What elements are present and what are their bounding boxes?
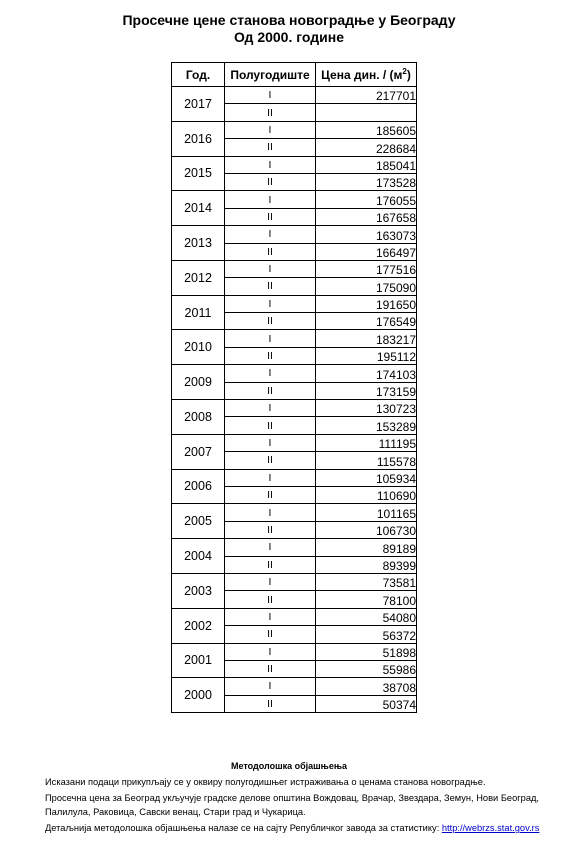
half-year-cell: I <box>225 156 316 173</box>
price-cell: 50374 <box>316 695 417 712</box>
half-year-cell: II <box>225 521 316 538</box>
table-row <box>172 260 417 277</box>
half-year-cell: I <box>225 678 316 695</box>
note-line <box>45 822 539 834</box>
table-row <box>172 678 417 695</box>
price-cell: 89399 <box>316 556 417 573</box>
price-cell: 38708 <box>316 678 417 695</box>
price-cell: 175090 <box>316 278 417 295</box>
half-year-cell: II <box>225 243 316 260</box>
half-year-cell: II <box>225 452 316 469</box>
notes-title: Методолошка објашњења <box>230 761 348 771</box>
year-cell: 2007 <box>172 434 225 469</box>
price-cell: 51898 <box>316 643 417 660</box>
price-cell: 173159 <box>316 382 417 399</box>
price-cell: 89189 <box>316 539 417 556</box>
half-year-cell: II <box>225 660 316 677</box>
table-row <box>172 504 417 521</box>
table-row <box>172 330 417 347</box>
half-year-cell: I <box>225 608 316 625</box>
price-cell: 176549 <box>316 313 417 330</box>
year-cell: 2002 <box>172 608 225 643</box>
year-cell: 2008 <box>172 400 225 435</box>
header-price-close: ) <box>406 67 411 82</box>
price-cell: 55986 <box>316 660 417 677</box>
year-cell: 2006 <box>172 469 225 504</box>
half-year-cell: I <box>225 330 316 347</box>
header-price <box>316 63 417 87</box>
note-line: Палилула, Раковица, Савски венац, Стари град и Чукарица. <box>45 807 306 817</box>
price-cell: 101165 <box>316 504 417 521</box>
header-year: Год. <box>172 63 225 87</box>
half-year-cell: I <box>225 295 316 312</box>
half-year-cell: II <box>225 313 316 330</box>
price-cell: 115578 <box>316 452 417 469</box>
price-cell: 130723 <box>316 400 417 417</box>
price-cell: 174103 <box>316 365 417 382</box>
table-row <box>172 608 417 625</box>
year-cell: 2014 <box>172 191 225 226</box>
header-price-superscript: 2 <box>402 66 407 76</box>
half-year-cell: I <box>225 539 316 556</box>
half-year-cell: I <box>225 260 316 277</box>
half-year-cell: II <box>225 104 316 121</box>
table-row <box>172 87 417 104</box>
price-cell: 153289 <box>316 417 417 434</box>
half-year-cell: II <box>225 695 316 712</box>
price-cell: 195112 <box>316 347 417 364</box>
half-year-cell: I <box>225 573 316 590</box>
note-line: Просечна цена за Београд укључује градске делове општина Вождовац, Врачар, Звездара, Земун, Нови Београд, <box>45 793 540 803</box>
half-year-cell: II <box>225 626 316 643</box>
year-cell: 2012 <box>172 260 225 295</box>
price-cell: 110690 <box>316 486 417 503</box>
table-row <box>172 191 417 208</box>
half-year-cell: I <box>225 191 316 208</box>
page-subtitle: Од 2000. године <box>234 29 344 45</box>
table-row <box>172 156 417 173</box>
price-cell: 185041 <box>316 156 417 173</box>
price-cell: 183217 <box>316 330 417 347</box>
page-title: Просечне цене станова новоградње у Београду <box>122 12 456 28</box>
year-cell: 2015 <box>172 156 225 191</box>
half-year-cell: I <box>225 365 316 382</box>
price-cell: 54080 <box>316 608 417 625</box>
price-cell: 191650 <box>316 295 417 312</box>
half-year-cell: I <box>225 434 316 451</box>
half-year-cell: II <box>225 139 316 156</box>
table-row <box>172 573 417 590</box>
table-row <box>172 226 417 243</box>
year-cell: 2011 <box>172 295 225 330</box>
table-row <box>172 539 417 556</box>
year-cell: 2004 <box>172 539 225 574</box>
year-cell: 2016 <box>172 121 225 156</box>
table-row <box>172 121 417 138</box>
table-row <box>172 434 417 451</box>
price-cell: 78100 <box>316 591 417 608</box>
year-cell: 2017 <box>172 87 225 122</box>
price-cell: 166497 <box>316 243 417 260</box>
table-row <box>172 365 417 382</box>
half-year-cell: I <box>225 121 316 138</box>
price-cell: 56372 <box>316 626 417 643</box>
table-header-row <box>172 63 417 87</box>
year-cell: 2009 <box>172 365 225 400</box>
half-year-cell: II <box>225 278 316 295</box>
table-row <box>172 400 417 417</box>
price-cell: 106730 <box>316 521 417 538</box>
price-cell: 177516 <box>316 260 417 277</box>
table-row <box>172 643 417 660</box>
year-cell: 2013 <box>172 226 225 261</box>
price-cell: 185605 <box>316 121 417 138</box>
price-cell: 176055 <box>316 191 417 208</box>
half-year-cell: I <box>225 504 316 521</box>
note-line-text: Детаљнија методолошка објашњења налазе се на сајту Републичког завода за статистику: <box>45 823 442 833</box>
year-cell: 2005 <box>172 504 225 539</box>
price-cell: 228684 <box>316 139 417 156</box>
table-row <box>172 295 417 312</box>
half-year-cell: I <box>225 87 316 104</box>
price-cell: 163073 <box>316 226 417 243</box>
half-year-cell: II <box>225 173 316 190</box>
price-cell: 173528 <box>316 173 417 190</box>
half-year-cell: I <box>225 643 316 660</box>
half-year-cell: I <box>225 400 316 417</box>
price-cell: 73581 <box>316 573 417 590</box>
price-cell: 217701 <box>316 87 417 104</box>
header-price-text: Цена дин. / (м <box>321 67 403 82</box>
year-cell: 2001 <box>172 643 225 678</box>
price-cell: 167658 <box>316 208 417 225</box>
price-cell: 105934 <box>316 469 417 486</box>
year-cell: 2010 <box>172 330 225 365</box>
half-year-cell: I <box>225 226 316 243</box>
price-table <box>171 62 417 713</box>
half-year-cell: II <box>225 556 316 573</box>
table-row <box>172 469 417 486</box>
stat-website-link[interactable]: http://webrzs.stat.gov.rs <box>441 823 540 833</box>
note-line: Исказани подаци прикупљају се у оквиру полугодишњег истраживања о ценама станова новоградње. <box>45 777 486 787</box>
year-cell: 2003 <box>172 573 225 608</box>
half-year-cell: I <box>225 469 316 486</box>
price-cell: 111195 <box>316 434 417 451</box>
half-year-cell: II <box>225 347 316 364</box>
half-year-cell: II <box>225 591 316 608</box>
half-year-cell: II <box>225 208 316 225</box>
half-year-cell: II <box>225 382 316 399</box>
header-half-year: Полугодиште <box>225 63 316 87</box>
half-year-cell: II <box>225 486 316 503</box>
year-cell: 2000 <box>172 678 225 713</box>
half-year-cell: II <box>225 417 316 434</box>
price-cell <box>316 104 417 121</box>
